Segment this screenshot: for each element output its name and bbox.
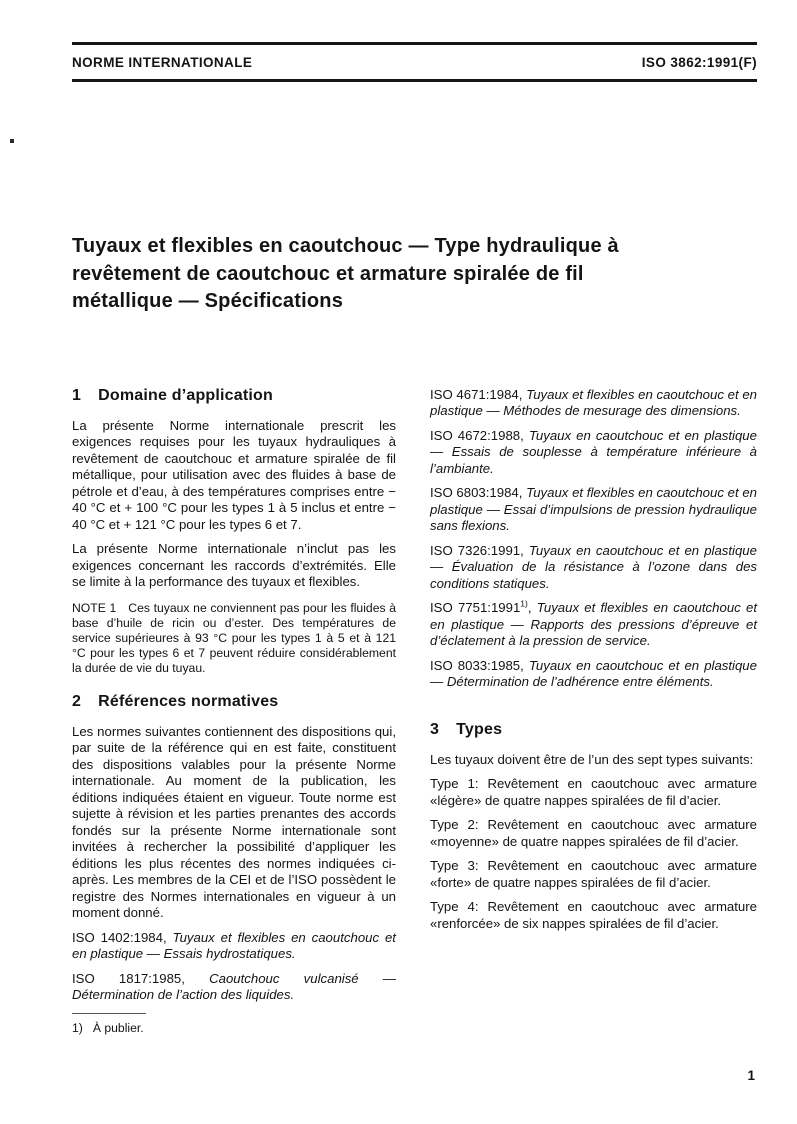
footnote-text: À publier. [92, 1020, 144, 1035]
note-1-label: NOTE 1 [72, 600, 117, 615]
header-bottom-rule [72, 79, 757, 82]
reference-title: Tuyaux et flexibles en caoutchouc et en plastique — Rapports des pressions d’épreuve et d’éclatement à la pression de service. [430, 600, 757, 648]
section-2-number: 2 [72, 692, 82, 710]
note-1 [72, 601, 396, 676]
reference-item [430, 600, 757, 650]
reference-title: Tuyaux et flexibles en caoutchouc et en plastique — Essai d’impulsions de pression hydraulique sans flexions. [430, 485, 757, 533]
reference-title: Tuyaux et flexibles en caoutchouc et en plastique — Méthodes de mesurage des dimensions. [430, 386, 757, 418]
reference-title: Caoutchouc vulcanisé — Détermination de l’action des liquides. [72, 970, 396, 1002]
reference-code: ISO 1402:1984, [72, 929, 167, 945]
header-left-label: NORME INTERNATIONALE [72, 55, 253, 70]
reference-title: Tuyaux en caoutchouc et en plastique — Détermination de l’adhérence entre éléments. [430, 657, 757, 689]
section-2-title: Références normatives [98, 692, 279, 710]
reference-code: ISO 7326:1991, [430, 542, 524, 558]
reference-code: ISO 1817:1985, [72, 970, 185, 986]
reference-item [430, 485, 757, 535]
footnote-rule [72, 1013, 146, 1014]
document-title: Tuyaux et flexibles en caoutchouc — Type hydraulique à revêtement de caoutchouc et armature spiralée de fil métallique — Spécifications [72, 235, 619, 312]
scan-artifact-dot [10, 139, 14, 143]
reference-code: ISO 7751:1991 [430, 600, 521, 615]
two-column-body [72, 387, 757, 1036]
section-1-paragraph-1: La présente Norme internationale prescrit les exigences requises pour les tuyaux hydrauliques à revêtement de caoutchouc et armature spiralée de fil métallique, pour utilisation avec des fluides à base de pétrole et d’eau, à des températures comprises entre − 40 °C et + 100 °C pour les types 1 à 5 inclus et entre − 40 °C et + 121 °C pour les types 6 et 7. [72, 417, 396, 532]
reference-title: Tuyaux en caoutchouc et en plastique — Essais de souplesse à température inférieure à l’ambiante. [430, 427, 757, 476]
reference-item [72, 930, 396, 963]
reference-code: ISO 4672:1988, [430, 427, 524, 443]
footnote [72, 1013, 396, 1036]
reference-item [430, 387, 757, 420]
reference-separator: , [527, 600, 532, 615]
reference-item [430, 543, 757, 593]
type-3-paragraph: Type 3: Revêtement en caoutchouc avec armature «forte» de quatre nappes spiralées de fil d’acier. [430, 858, 757, 890]
reference-item [430, 428, 757, 478]
footnote-marker: 1) [72, 1020, 83, 1035]
section-1-paragraph-2: La présente Norme internationale n’inclut pas les exigences concernant les raccords d’extrémités. Elle se limite à la performance des tuyaux et flexibles. [72, 541, 396, 589]
section-1-number: 1 [72, 386, 82, 404]
reference-code: ISO 6803:1984, [430, 485, 523, 500]
right-column [430, 387, 757, 1036]
left-column [72, 387, 396, 1036]
type-4-paragraph: Type 4: Revêtement en caoutchouc avec armature «renforcée» de six nappes spiralées de fil d’acier. [430, 899, 757, 931]
section-3-number: 3 [430, 720, 440, 738]
section-1-title: Domaine d’application [98, 386, 273, 404]
reference-title: Tuyaux et flexibles en caoutchouc et en plastique — Essais hydrostatiques. [72, 929, 396, 961]
reference-title: Tuyaux en caoutchouc et en plastique — Évaluation de la résistance à l’ozone dans des conditions statiques. [430, 542, 757, 591]
section-3-intro: Les tuyaux doivent être de l’un des sept types suivants: [430, 751, 754, 767]
header-right-label: ISO 3862:1991(F) [641, 55, 757, 70]
type-1-paragraph: Type 1: Revêtement en caoutchouc avec armature «légère» de quatre nappes spiralées de fil d’acier. [430, 776, 757, 808]
page-number: 1 [747, 1068, 755, 1083]
footnote-marker-superscript: 1) [520, 598, 528, 609]
type-2-paragraph: Type 2: Revêtement en caoutchouc avec armature «moyenne» de quatre nappes spiralées de fil d’acier. [430, 817, 757, 849]
section-2-heading [72, 693, 396, 711]
section-1-heading [72, 387, 396, 405]
reference-item [72, 971, 396, 1004]
section-3-heading [430, 721, 757, 739]
note-1-text: Ces tuyaux ne conviennent pas pour les fluides à base d’huile de ricin ou d’ester. Des températures de service supérieures à 93 °C pour les types 1 à 5 et à 121 °C pour les types 6 et 7 peuvent réduire considérablement la durée de vie du tuyau. [72, 600, 396, 675]
reference-item [430, 658, 757, 691]
section-3-title: Types [456, 720, 503, 738]
section-2-paragraph: Les normes suivantes contiennent des dispositions qui, par suite de la référence qui en est faite, constituent des dispositions valables pour la présente Norme internationale. Au moment de la publication, les éditions indiquées étaient en vigueur. Toute norme est sujette à révision et les parties prenantes des accords fondés sur la présente Norme internationale sont invitées à rechercher la possibilité d’appliquer les éditions les plus récentes des normes indiquées ci-après. Les membres de la CEI et de l’ISO possèdent le registre des Normes internationales en vigueur à un moment donné. [72, 723, 396, 920]
page-header [72, 42, 757, 82]
reference-code: ISO 8033:1985, [430, 657, 524, 673]
reference-code: ISO 4671:1984, [430, 386, 523, 402]
